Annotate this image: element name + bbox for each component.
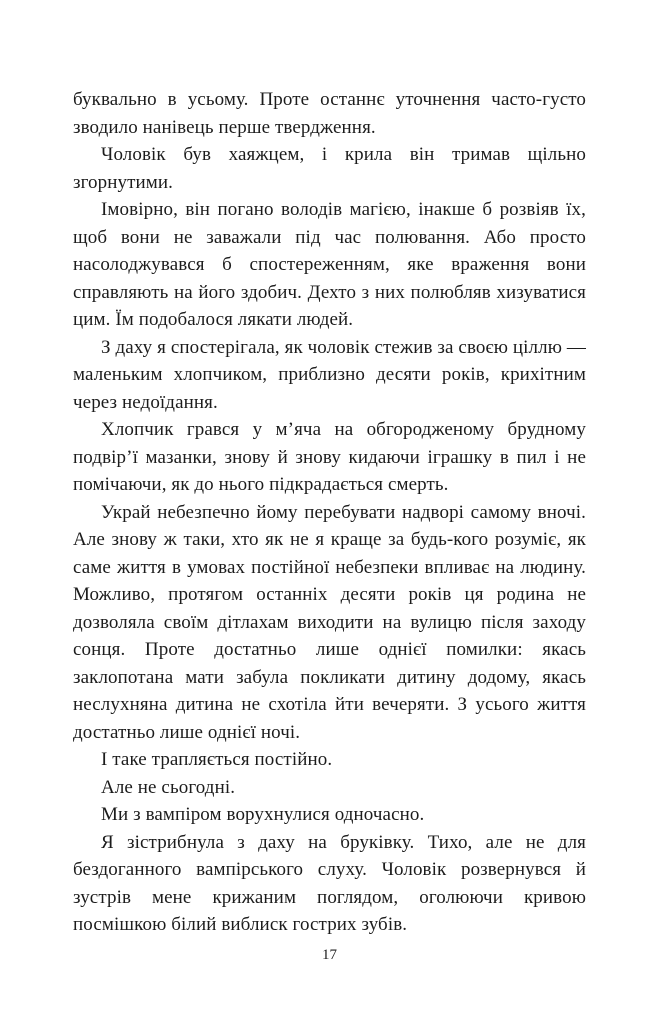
paragraph: З даху я спостерігала, як чоловік стежив за своєю ціллю — маленьким хлопчиком, приблизно десяти років, крихітним через недоїдання. [73, 336, 586, 413]
paragraph: Я зістрибнула з даху на бруківку. Тихо, але не для бездоганного вампірського слуху. Чоловік розвернувся й зустрів мене крижаним поглядом, оголюючи кривою посмішкою білий виблиск гострих зубів. [73, 831, 586, 935]
paragraph: Чоловік був хаяжцем, і крила він тримав щільно згорнутими. [73, 144, 586, 193]
page-text-block [73, 86, 586, 939]
paragraph: Імовірно, він погано володів магією, інакше б розвіяв їх, щоб вони не заважали під час полювання. Або просто насолоджувався б спостереженням, яке враження вони справляють на його здобич. Дехто з них полюбляв хизуватися цим. Їм подобалося лякати людей. [73, 199, 586, 330]
paragraph: Хлопчик грався у м’яча на обгородженому брудному подвір’ї мазанки, знову й знову кидаючи іграшку в пил і не помічаючи, як до нього підкрадається смерть. [73, 419, 586, 495]
paragraph: Ми з вампіром ворухнулися одночасно. [101, 804, 425, 825]
paragraph: Украй небезпечно йому перебувати надворі самому вночі. Але знову ж таки, хто як не я краще за будь-кого розуміє, як саме життя в умовах постійної небезпеки впливає на людину. Можливо, протягом останніх десяти років ця родина не дозволяла своїм дітлахам виходити на вулицю після заходу сонця. Проте достатньо лише однієї помилки: якась заклопотана мати забула покликати дитину додому, якась неслухняна дитина не схотіла йти вечеряти. З усього життя достатньо лише однієї ночі. [73, 501, 586, 743]
page-number: 17 [322, 947, 337, 963]
paragraph: буквально в усьому. Проте останнє уточнення часто-густо зводило нанівець перше твердження. [73, 89, 586, 138]
paragraph: І таке трапляється постійно. [101, 749, 333, 770]
paragraph: Але не сьогодні. [101, 776, 236, 798]
